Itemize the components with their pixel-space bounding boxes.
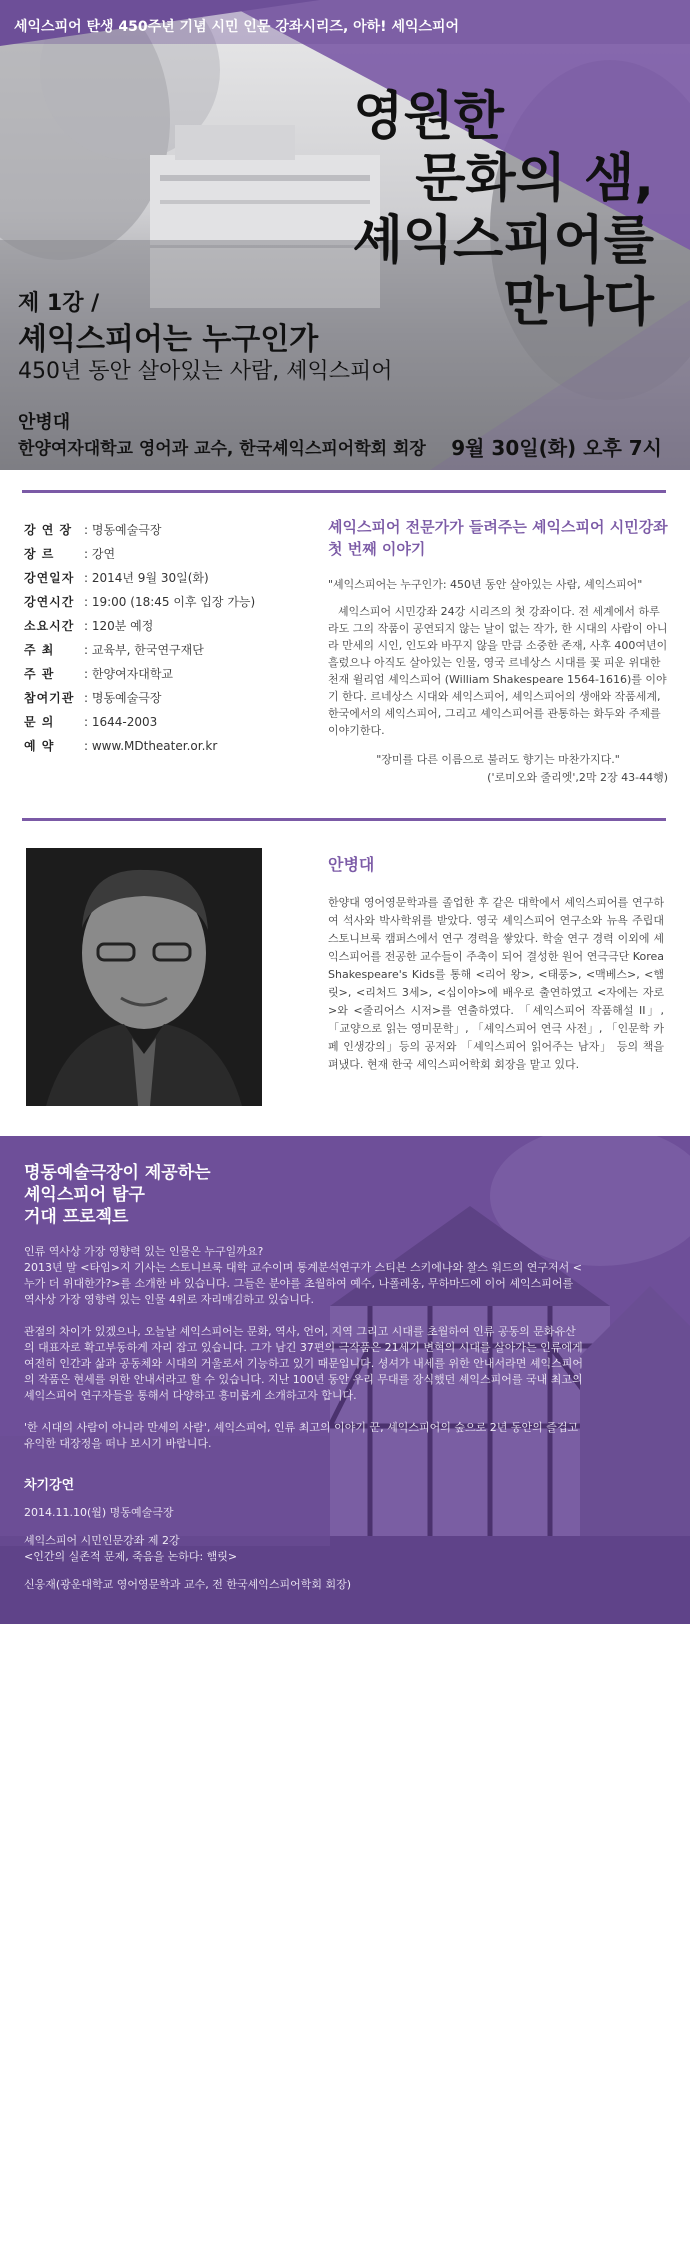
speaker-portrait — [26, 848, 262, 1106]
project-paragraph: 인류 역사상 가장 영향력 있는 인물은 누구일까요? 2013년 말 <타임>지 기사는 스토니브룩 대학 교수이며 통계분석연구가 스티븐 스키에나와 찰스 워드의 연구저서 <누가 더 위대한가?>를 소개한 바 있습니다. 그들은 분야를 초월하여 예수, 나폴레옹, 무하마드에 이어 셰익스피어를 역사상 가장 영향력 있는 인물 4위로 자리매김하고 있습니다. — [24, 1245, 583, 1306]
info-key: 강연시간 — [24, 595, 75, 609]
info-row: 참여기관 : 명동예술극장 — [24, 686, 314, 710]
project-title — [24, 1162, 584, 1228]
lecture-title: 셰익스피어는 누구인가 — [18, 322, 319, 357]
info-key: 주 최 — [24, 643, 55, 657]
intro-quote: "셰익스피어는 누구인가: 450년 동안 살아있는 사람, 셰익스피어" — [328, 578, 643, 591]
info-row: 강연시간 : 19:00 (18:45 이후 입장 가능) — [24, 590, 314, 614]
project-section — [0, 1136, 690, 1624]
info-value: 교육부, 한국연구재단 — [91, 643, 204, 657]
info-key: 주 관 — [24, 667, 55, 681]
info-key: 예 약 — [24, 739, 55, 753]
main-title-line-2: 문화의 샘, — [415, 149, 654, 209]
main-title — [353, 86, 654, 334]
info-value: 120분 예정 — [91, 619, 154, 633]
main-title-line-4: 만나다 — [503, 273, 654, 333]
info-row: 주 최 : 교육부, 한국연구재단 — [24, 638, 314, 662]
info-key: 소요시간 — [24, 619, 75, 633]
lecture-intro — [328, 516, 668, 785]
project-title-line-3: 거대 프로젝트 — [24, 1207, 129, 1227]
lecture-number: 제 1강 / — [18, 291, 100, 316]
portrait-image — [26, 848, 262, 1106]
info-value: 1644-2003 — [91, 715, 158, 729]
intro-citation-quote: "장미를 다른 이름으로 불러도 향기는 마찬가지다." — [376, 753, 620, 766]
lecture-date: 9월 30일(화) 오후 7시 — [451, 436, 662, 460]
info-value: 한양여자대학교 — [91, 667, 174, 681]
intro-citation-source: ('로미오와 줄리엣',2막 2장 43-44행) — [487, 771, 668, 784]
info-row: 강 연 장 : 명동예술극장 — [24, 518, 314, 542]
next-lecture-date: 2014.11.10(월) 명동예술극장 — [24, 1506, 174, 1519]
intro-body: 셰익스피어 시민강좌 24강 시리즈의 첫 강좌이다. 전 세계에서 하루라도 그의 작품이 공연되지 않는 날이 없는 작가, 한 시대의 사람이 아니라 만세의 시인, 인도와 바꾸지 않을 만큼 소중한 존재, 사후 400여년이 흘렀으나 아직도 살아있는 인물, 영국 르네상스 시대를 꽃 피운 위대한 천재 윌리엄 셰익스피어 (William Shakespeare 1564-1616)를 이야기 한다. 르네상스 시대와 셰익스피어, 셰익스피어의 생애와 작품세계, 한국에서의 셰익스피어, 그리고 셰익스피어를 관통하는 화두와 주제를 이야기한다. — [328, 605, 668, 737]
event-info-list — [24, 518, 314, 758]
reservation-link[interactable]: www.MDtheater.or.kr — [91, 739, 218, 753]
info-row: 장 르 : 강연 — [24, 542, 314, 566]
series-title: 세익스피어 탄생 450주년 기념 시민 인문 강좌시리즈, 아하! 세익스피어 — [14, 19, 460, 35]
section-divider — [22, 490, 666, 493]
profile-bio: 한양대 영어영문학과를 졸업한 후 같은 대학에서 셰익스피어를 연구하여 석사와 박사학위를 받았다. 영국 셰익스피어 연구소와 뉴욕 주립대 스토니브룩 캠퍼스에서 연구 경력을 쌓았다. 학술 연구 경력 이외에 셰익스피어를 전공한 교수들이 주축이 되어 결성한 원어 연극극단 Korea Shakespeare's Kids를 통해 <리어 왕>, <태풍>, <맥베스>, <햄릿>, <리처드 3세>, <십이야>에 배우로 출연하였고 <자에는 자로>와 <줄리어스 시저>를 연출하였다. 「셰익스피어 작품해설 II」, 「교양으로 읽는 영미문학」, 「셰익스피어 연극 사전」, 「인문학 카페 인생강의」등의 공저와 「셰익스피어 읽어주는 남자」 등의 책을 펴냈다. 현재 한국 셰익스피어학회 회장을 맡고 있다. — [328, 896, 664, 1071]
main-title-line-3: 셰익스피어를 — [352, 211, 654, 271]
info-key: 장 르 — [24, 547, 55, 561]
profile-name: 안병대 — [328, 855, 375, 874]
lecture-subtitle: 450년 동안 살아있는 사람, 셰익스피어 — [18, 359, 393, 384]
next-lecture-heading: 차기강연 — [24, 1478, 75, 1493]
intro-heading: 셰익스피어 전문가가 들려주는 셰익스피어 시민강좌 첫 번째 이야기 — [328, 518, 668, 558]
project-paragraph: 관점의 차이가 있겠으나, 오늘날 셰익스피어는 문화, 역사, 언어, 지역 그리고 시대를 초월하여 인류 공동의 문화유산의 대표자로 확고부동하게 자리 잡고 있습니다. 그가 남긴 37편의 극작품은 21세기 변혁의 시대를 살아가는 인류에게 여전히 인간과 삶과 공동체와 시대의 거울로서 기능하고 있기 때문입니다. 셩셔가 내세를 위한 안내서라면 셰익스피어의 작품은 현세를 위한 안내서라고 할 수 있습니다. 지난 100년 동안 우리 무대를 장식했던 셰익스피어를 국내 최고의 셰익스피어 연구자들을 통해서 다양하고 흥미롭게 소개하고자 합니다. — [24, 1325, 583, 1402]
info-key: 참여기관 — [24, 691, 75, 705]
hero-banner — [0, 0, 690, 470]
info-key: 강 연 장 — [24, 523, 73, 537]
info-row: 강연일자 : 2014년 9월 30일(화) — [24, 566, 314, 590]
info-row: 소요시간 : 120분 예정 — [24, 614, 314, 638]
info-row: 예 약 : www.MDtheater.or.kr — [24, 734, 314, 758]
info-row: 주 관 : 한양여자대학교 — [24, 662, 314, 686]
project-paragraph: '한 시대의 사람이 아니라 만세의 사람', 셰익스피어, 인류 최고의 이야기 꾼, 셰익스피어의 숲으로 2년 동안의 즐겁고 유익한 대장정을 떠나 보시기 바랍니다. — [24, 1421, 579, 1450]
project-title-line-2: 셰익스피어 탐구 — [24, 1185, 145, 1205]
info-row: 문 의 : 1644-2003 — [24, 710, 314, 734]
info-key: 강연일자 — [24, 571, 75, 585]
info-value: 강연 — [91, 547, 116, 561]
project-content — [24, 1162, 584, 1593]
section-divider — [22, 818, 666, 821]
main-title-line-1: 영원한 — [353, 87, 504, 147]
project-title-line-1: 명동예술극장이 제공하는 — [24, 1163, 211, 1183]
next-lecture-title: 셰익스피어 시민인문강좌 제 2강 <인간의 실존적 문제, 죽음을 논하다: 햄릿> — [24, 1534, 238, 1563]
next-lecture-speaker: 신웅재(광운대학교 영어영문학과 교수, 전 한국셰익스피어학회 회장) — [24, 1578, 352, 1591]
info-key: 문 의 — [24, 715, 55, 729]
speaker-affiliation: 한양여자대학교 영어과 교수, 한국셰익스피어학회 회장 — [18, 439, 426, 459]
info-value: 19:00 (18:45 이후 입장 가능) — [91, 595, 256, 609]
info-value: 명동예술극장 — [91, 523, 162, 537]
speaker-name: 안병대 — [18, 412, 71, 433]
info-value: 2014년 9월 30일(화) — [91, 571, 209, 585]
info-value: 명동예술극장 — [91, 691, 162, 705]
